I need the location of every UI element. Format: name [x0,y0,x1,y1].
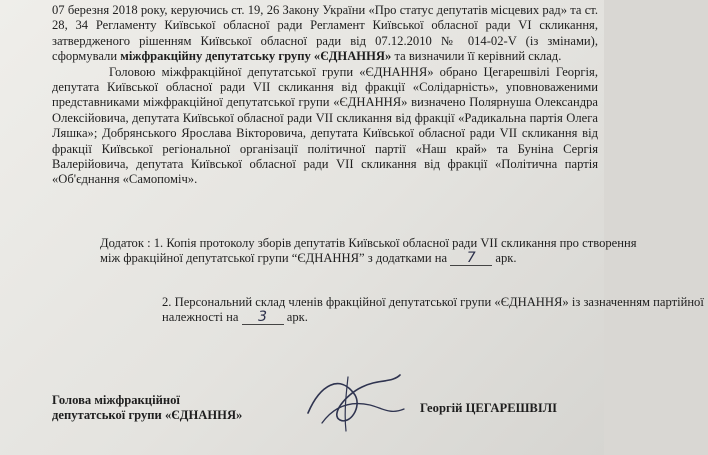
signatory-title-line-1: Голова міжфракційної [52,393,180,407]
handwritten-signature [300,365,410,435]
annex-1-suffix: арк. [492,251,517,266]
annex-1-handwritten-count: 7 [450,252,492,266]
paragraph-leadership: Головою міжфракційної депутатської групи «ЄДНАННЯ» обрано Цегарешвілі Георгія, депутата Київської обласної ради VII скликання від фракції «Солідарність», уповноваженими представниками міжфракційної депутатської групи «ЄДНАННЯ» визначено Полярнуша Олександра Олексійовича, депутата Київської обласної ради VII скликання від фракції «Радикальна партія Олега Ляшка»; Добрянського Ярослава Вікторовича, депутата Київської обласної ради VII скликання від фракції Київської регіональної організації політичної партії «Наш край» та Буніна Сергія Валерійовича, депутата Київської обласної ради VII скликання від фракції «Політична партія «Об'єднання «Самопоміч». [52,64,598,187]
annex-2-suffix: арк. [283,310,308,325]
paragraph-1-ending: та визначили її керівний склад. [391,49,562,64]
annex-2-text: 2. Персональний склад членів фракційної депутатської групи «ЄДНАННЯ» із зазначенням партійної належності на [162,295,704,325]
signatory-title [52,393,242,424]
annex-item-1 [52,236,646,267]
annex-2-handwritten-count: 3 [242,311,284,325]
annex-item-2 [52,295,708,326]
signatory-title-line-2: депутатської групи «ЄДНАННЯ» [52,408,243,423]
signatory-name: Георгій ЦЕГАРЕШВІЛІ [420,401,558,415]
paragraph-1-text: 07 березня 2018 року, керуючись ст. 19, 26 Закону України «Про статус депутатів місцевих рад» та ст. 28, 34 Регламенту Київської обласної ради Регламент Київської обласної ради VI скликання, затвердженого рішенням Київської обласної ради від 07.12.2010 № 014-02-V (із змінами), сформували [52,3,598,64]
annex-1-text: Додаток : 1. Копія протоколу зборів депутатів Київської обласної ради VII скликання про створення між фракційної депутатської групи “ЄДНАННЯ” з додатками на [100,236,637,266]
document-body [52,0,598,188]
group-name-bold: міжфракційну депутатську групу «ЄДНАННЯ» [120,49,392,64]
paragraph-group-formation [52,0,598,65]
